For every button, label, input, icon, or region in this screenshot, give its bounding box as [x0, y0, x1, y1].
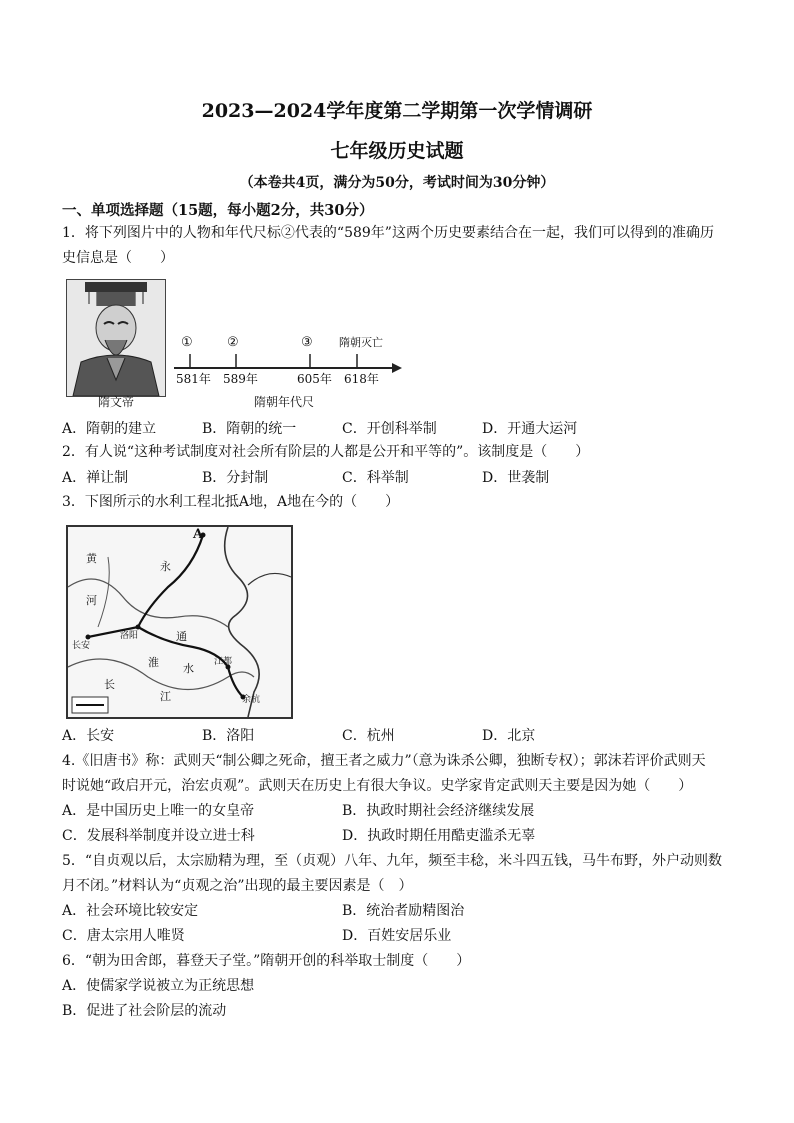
- map-label-he: 河: [86, 594, 97, 607]
- q4-option-a[interactable]: A．是中国历史上唯一的女皇帝: [62, 803, 255, 819]
- q2-option-d[interactable]: D．世袭制: [482, 470, 550, 486]
- q4-stem-line2: 时说她“政启开元，治宏贞观”。武则天在历史上有很大争议。史学家肯定武则天主要是因为她（ ）: [62, 778, 693, 794]
- q5-option-a[interactable]: A．社会环境比较安定: [62, 903, 199, 919]
- timeline-caption: 隋朝年代尺: [254, 395, 315, 409]
- q1-option-d[interactable]: D．开通大运河: [482, 421, 578, 437]
- map-label-shui: 水: [183, 662, 194, 675]
- exam-note: （本卷共4页，满分为50分，考试时间为30分钟）: [239, 175, 555, 191]
- grand-canal-map: [66, 525, 293, 719]
- map-label-chang: 长: [104, 678, 115, 691]
- q4-option-d[interactable]: D．执政时期任用酷吏滥杀无辜: [342, 828, 536, 844]
- map-label-jiang: 江: [160, 690, 171, 703]
- q6-stem: 6．“朝为田舍郎，暮登天子堂。”隋朝开创的科举取士制度（ ）: [62, 953, 471, 969]
- q6-option-a[interactable]: A．使儒家学说被立为正统思想: [62, 978, 255, 994]
- q1-option-c[interactable]: C．开创科举制: [342, 421, 437, 437]
- map-label-huang: 黄: [86, 552, 97, 565]
- q6-option-b[interactable]: B．促进了社会阶层的流动: [62, 1003, 227, 1019]
- timeline-mark-2: ②: [227, 335, 239, 350]
- q2-stem: 2．有人说“这种考试制度对社会所有阶层的人都是公开和平等的”。该制度是（ ）: [62, 444, 590, 460]
- q2-option-c[interactable]: C．科举制: [342, 470, 409, 486]
- timeline-mark-4: 隋朝灭亡: [339, 336, 383, 349]
- q2-option-b[interactable]: B．分封制: [202, 470, 269, 486]
- section-heading: 一、单项选择题（15题，每小题2分，共30分）: [62, 202, 374, 219]
- q2-option-a[interactable]: A．禅让制: [62, 470, 129, 486]
- map-label-changan: 长安: [72, 641, 91, 651]
- map-label-yong: 永: [160, 560, 171, 573]
- exam-subtitle: 七年级历史试题: [330, 140, 464, 162]
- emperor-caption: 隋文帝: [98, 395, 135, 409]
- timeline-year-581: 581年: [176, 372, 211, 386]
- map-label-jiangdu: 江都: [214, 657, 233, 667]
- q3-option-c[interactable]: C．杭州: [342, 728, 395, 744]
- q4-option-c[interactable]: C．发展科举制度并设立进士科: [62, 828, 255, 844]
- q4-option-b[interactable]: B．执政时期社会经济继续发展: [342, 803, 535, 819]
- q1-option-a[interactable]: A．隋朝的建立: [62, 421, 157, 437]
- q1-stem-line2: 史信息是（ ）: [62, 250, 174, 266]
- q5-option-b[interactable]: B．统治者励精图治: [342, 903, 465, 919]
- timeline-year-605: 605年: [297, 372, 332, 386]
- q3-option-a[interactable]: A．长安: [62, 728, 115, 744]
- q5-option-d[interactable]: D．百姓安居乐业: [342, 928, 452, 944]
- map-label-tong: 通: [176, 630, 187, 643]
- timeline-mark-1: ①: [181, 335, 193, 350]
- q1-option-b[interactable]: B．隋朝的统一: [202, 421, 297, 437]
- q5-option-c[interactable]: C．唐太宗用人唯贤: [62, 928, 185, 944]
- emperor-portrait-image: [66, 279, 166, 397]
- map-label-yuhang: 余杭: [242, 695, 261, 705]
- q5-stem-line1: 5．“自贞观以后，太宗励精为理，至（贞观）八年、九年，频至丰稔，米斗四五钱，马牛布野，外户动则数: [62, 853, 723, 869]
- map-label-a: A: [193, 527, 204, 542]
- exam-title: 2023—2024学年度第二学期第一次学情调研: [201, 100, 593, 122]
- q1-stem-line1: 1．将下列图片中的人物和年代尺标②代表的“589年”这两个历史要素结合在一起，我们可以得到的准确历: [62, 225, 714, 241]
- timeline-year-618: 618年: [344, 372, 379, 386]
- map-label-huai: 淮: [148, 656, 159, 669]
- q5-stem-line2: 月不闭。”材料认为“贞观之治”出现的最主要因素是（ ）: [62, 878, 413, 894]
- timeline-year-589: 589年: [223, 372, 258, 386]
- q3-stem: 3．下图所示的水利工程北抵A地，A地在今的（ ）: [62, 494, 400, 510]
- q3-option-d[interactable]: D．北京: [482, 728, 536, 744]
- q4-stem-line1: 4.《旧唐书》称：武则天“制公卿之死命，擅王者之威力”（意为诛杀公卿，独断专权）；郭沫若评价武则天: [62, 753, 706, 769]
- q3-option-b[interactable]: B．洛阳: [202, 728, 255, 744]
- map-label-luoyang: 洛阳: [120, 631, 139, 641]
- timeline-mark-3: ③: [301, 335, 313, 350]
